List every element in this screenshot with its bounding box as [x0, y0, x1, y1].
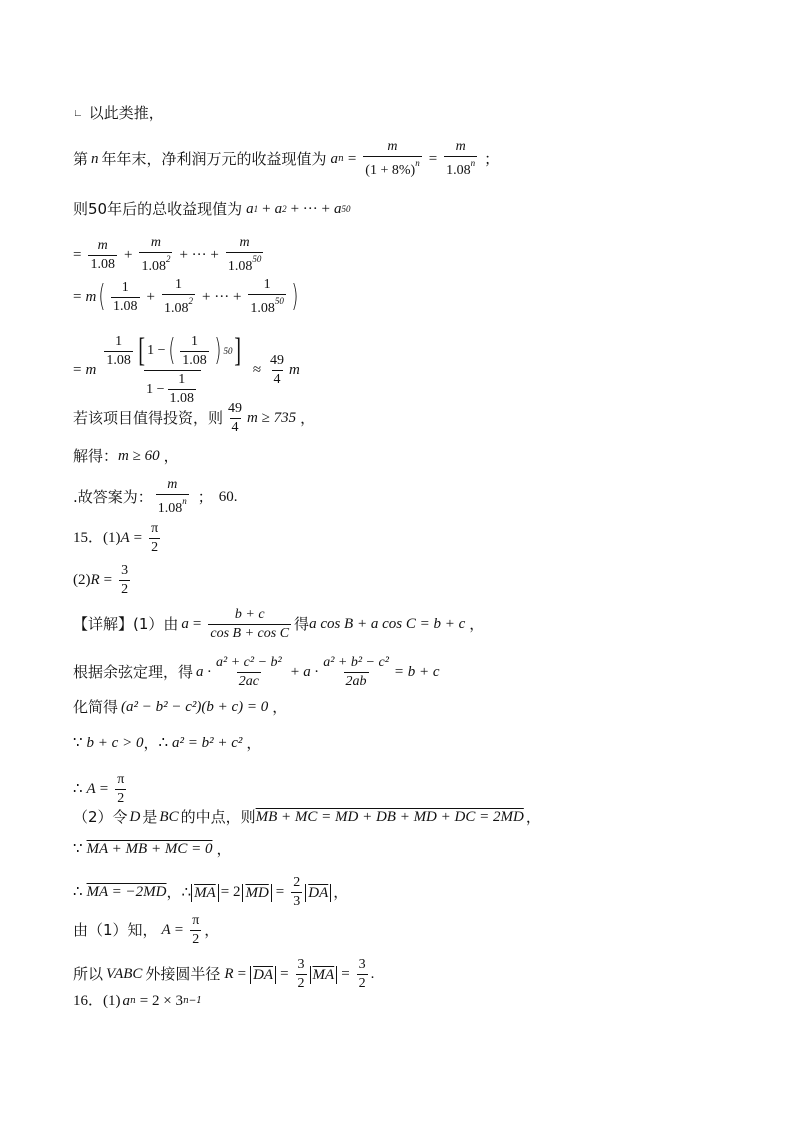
- fraction: [190, 914, 201, 947]
- triangle-ABC: VABC: [106, 966, 143, 982]
- therefore-symbol: ∴: [158, 735, 169, 751]
- equals: =: [192, 616, 202, 632]
- numerator: 1: [115, 333, 123, 349]
- inequality: m ≥ 735: [247, 410, 297, 426]
- den-text: (1 + 8%): [365, 163, 416, 178]
- denominator: [139, 252, 172, 274]
- denominator: [156, 494, 189, 516]
- denominator: 1.08: [90, 256, 115, 272]
- inequality: m ≥ 60: [118, 448, 160, 464]
- den-text: 1.08: [141, 259, 166, 274]
- var-m: m: [289, 361, 300, 378]
- text: 则50年后的总收益现值为: [73, 200, 243, 218]
- numerator: m: [97, 237, 108, 253]
- fraction: [88, 239, 117, 272]
- var-a: a: [333, 201, 342, 217]
- question-number: 16．(1): [73, 993, 121, 1009]
- subscript: 1: [253, 204, 259, 214]
- fraction: [268, 354, 286, 387]
- equals: =: [341, 966, 350, 982]
- numerator: π: [117, 772, 125, 787]
- text: 【详解】(1）由: [73, 615, 179, 633]
- plus: +: [262, 201, 271, 217]
- text: 化简得: [73, 698, 119, 716]
- line-answer: [73, 478, 238, 516]
- text: ，: [204, 921, 220, 939]
- text: ，: [216, 840, 232, 858]
- equals: =: [347, 150, 357, 167]
- line-geometric-series: [73, 334, 300, 406]
- numerator: 49: [228, 401, 243, 416]
- numerator: 1: [175, 277, 182, 292]
- equals: =: [280, 966, 289, 982]
- fraction: [321, 656, 391, 689]
- fraction: [156, 478, 189, 516]
- den-text: 1.08: [446, 163, 471, 178]
- abs-DA: $\overline{DA}$: [305, 884, 331, 902]
- subscript: n: [130, 996, 136, 1006]
- equals-two: = 2: [220, 884, 241, 900]
- therefore-symbol: ∴: [73, 781, 83, 797]
- part-label: (2): [73, 572, 91, 588]
- denominator: 1.08: [182, 352, 207, 368]
- abs-MA: $\overline{MA}$: [310, 966, 338, 984]
- text: 所以: [73, 965, 104, 983]
- superscript: 2: [165, 254, 171, 264]
- numerator: 1: [191, 333, 199, 349]
- line-solution: [73, 449, 179, 464]
- abs-DA: $\overline{DA}$: [250, 966, 276, 984]
- numerator: m: [167, 477, 178, 492]
- one-minus: 1 −: [147, 343, 166, 358]
- text: 由（1）知，: [73, 921, 158, 939]
- numerator: π: [151, 521, 159, 536]
- fraction: [104, 335, 133, 368]
- text: ，: [300, 409, 316, 427]
- numerator: 2: [293, 875, 301, 890]
- numerator: 1: [178, 372, 186, 387]
- numerator: m: [150, 235, 161, 250]
- question-number: 15．(1): [73, 530, 121, 546]
- text: ，: [333, 883, 349, 901]
- equals: =: [428, 150, 438, 167]
- text: ，: [163, 447, 179, 465]
- plus: +: [123, 246, 133, 263]
- var-a: a: [246, 201, 254, 217]
- text: （2）令: [73, 808, 128, 826]
- text: 年年末，净利润万元的收益现值为: [101, 149, 327, 168]
- denominator: 1.08: [169, 391, 195, 406]
- fraction: [248, 278, 286, 316]
- superscript: 50: [274, 296, 284, 306]
- superscript: 50: [252, 254, 262, 264]
- denominator: [162, 294, 195, 316]
- inequality: b + c > 0: [86, 735, 144, 751]
- fraction: [162, 278, 195, 316]
- plus: +: [146, 288, 155, 305]
- den-text: 1.08: [250, 301, 275, 316]
- numerator: 49: [270, 352, 285, 368]
- text: 外接圆半径: [145, 965, 221, 983]
- fraction: [363, 140, 421, 178]
- subscript: 2: [282, 204, 287, 214]
- equals: =: [275, 884, 285, 900]
- because-symbol: ∵: [73, 841, 83, 857]
- text: ，: [272, 698, 288, 716]
- denominator: 2: [151, 540, 159, 555]
- den-text: 1.08: [227, 259, 253, 274]
- vector-equation: MB + MC = MD + DB + MD + DC = 2MD: [255, 809, 524, 825]
- text: ，: [525, 808, 541, 826]
- superscript: n: [182, 496, 187, 506]
- paren-open: (: [167, 333, 175, 368]
- denominator: 4: [273, 371, 281, 387]
- text: 若该项目值得投资，则: [73, 409, 224, 427]
- plus: +: [290, 664, 300, 680]
- line-q16: [73, 994, 202, 1009]
- text: ，∴: [166, 883, 192, 901]
- var-n: n: [91, 150, 99, 167]
- one-minus: 1 −: [146, 381, 165, 397]
- line-detail-1: [73, 608, 484, 641]
- denominator: [363, 156, 421, 178]
- paren-close: ): [291, 279, 299, 314]
- fraction: [296, 958, 307, 991]
- because-symbol: ∵: [73, 735, 83, 751]
- numerator: 3: [358, 957, 366, 972]
- numerator: m: [239, 235, 250, 250]
- superscript: 50: [223, 345, 233, 356]
- denominator: 1.08: [106, 352, 131, 368]
- numerator: m: [387, 139, 398, 154]
- equals: =: [103, 572, 113, 588]
- equals: =: [174, 922, 184, 938]
- var-D: D: [129, 809, 141, 825]
- den-text: 1.08: [157, 501, 183, 516]
- subscript: 50: [341, 204, 351, 214]
- equals: =: [73, 246, 82, 263]
- denominator: [248, 294, 286, 316]
- line-factored: [73, 278, 301, 316]
- text: 第: [73, 149, 89, 168]
- paren-close: ): [214, 333, 222, 368]
- denominator: 2: [121, 582, 129, 597]
- line-present-value: [73, 140, 499, 178]
- fraction: [226, 402, 244, 435]
- superscript: n: [415, 158, 420, 168]
- subscript: n: [338, 153, 344, 164]
- text: 得: [294, 615, 310, 633]
- superscript: n−1: [182, 996, 203, 1006]
- big-denominator: [144, 370, 201, 406]
- abs-MA: $\overline{MA}$: [191, 884, 219, 902]
- vector-equation: MA = −2MD: [86, 884, 167, 900]
- text: 的中点，则: [180, 808, 256, 826]
- var-R: R: [224, 966, 234, 982]
- denominator: 2: [358, 976, 366, 991]
- bracket-close: ]: [234, 332, 242, 369]
- numerator: 1: [121, 279, 129, 295]
- denominator: 2: [297, 976, 305, 991]
- text: .: [370, 966, 375, 982]
- text: ，: [469, 615, 485, 633]
- equation: = 2 × 3: [139, 993, 183, 1009]
- equation: a² = b² + c²: [172, 735, 243, 751]
- text: .: [233, 488, 238, 505]
- approx: ≈: [252, 361, 262, 378]
- line-vector-relation: [73, 876, 348, 909]
- bracket-open: [: [138, 332, 145, 369]
- text: 以此类推，: [88, 104, 164, 122]
- var-a: a ·: [196, 664, 212, 680]
- text: ；: [197, 487, 213, 506]
- denominator: 2ac: [238, 674, 259, 689]
- denominator: 4: [231, 420, 239, 435]
- line-cosine-law: [73, 656, 440, 689]
- line-q15-part2: [73, 564, 133, 597]
- text: ，: [143, 734, 159, 752]
- step-mark: ∟: [73, 107, 83, 119]
- vector-equation: MA + MB + MC = 0: [86, 841, 213, 857]
- denominator: [226, 252, 264, 274]
- var-a: a: [274, 201, 283, 217]
- fraction: [226, 236, 264, 274]
- fraction: [214, 656, 284, 689]
- line-analogy: [73, 106, 164, 121]
- numerator: 3: [297, 957, 305, 972]
- big-fraction: [99, 334, 246, 406]
- numerator: a² + c² − b²: [216, 655, 282, 670]
- line-vector-sum: [73, 842, 231, 857]
- var-m: m: [85, 361, 97, 378]
- line-midpoint: [73, 810, 541, 825]
- equals: =: [73, 361, 82, 378]
- denominator: 2: [117, 791, 125, 806]
- fraction: [115, 773, 126, 806]
- var-a: a: [330, 150, 339, 167]
- denominator: 3: [293, 894, 301, 909]
- numerator: m: [455, 139, 466, 154]
- abs-MD: $\overline{MD}$: [242, 884, 271, 902]
- var-R: R: [90, 572, 100, 588]
- paren-open: (: [98, 279, 106, 314]
- equals: =: [237, 966, 247, 982]
- superscript: n: [470, 158, 476, 168]
- den-text: 1.08: [164, 301, 189, 316]
- line-A-result: [73, 773, 129, 806]
- superscript: 2: [188, 296, 193, 306]
- equation: (a² − b² − c²)(b + c) = 0: [121, 699, 269, 715]
- fraction: [208, 608, 291, 641]
- line-sum-fractions: [73, 236, 266, 274]
- var-A: A: [161, 922, 171, 938]
- var-A: A: [86, 781, 96, 797]
- big-numerator: [99, 334, 246, 370]
- equals: =: [133, 530, 143, 546]
- equation: = b + c: [393, 664, 440, 680]
- var-m: m: [85, 288, 97, 305]
- answer-value: 60: [218, 488, 234, 505]
- denominator: 2: [192, 932, 200, 947]
- dots: + ··· +: [179, 246, 219, 263]
- var-a: a ·: [303, 664, 319, 680]
- therefore-symbol: ∴: [73, 884, 83, 900]
- equation: a cos B + a cos C = b + c: [309, 616, 466, 632]
- fraction: [111, 281, 140, 314]
- equals: =: [99, 781, 109, 797]
- var-BC: BC: [159, 809, 179, 825]
- denominator: [444, 156, 477, 178]
- numerator: a² + b² − c²: [323, 655, 389, 670]
- fraction: [139, 236, 172, 274]
- numerator: b + c: [234, 607, 265, 622]
- text: 解得：: [73, 447, 119, 465]
- var-a: a: [122, 993, 130, 1009]
- denominator: 1.08: [113, 298, 138, 314]
- fraction: [180, 335, 209, 368]
- fraction: [444, 140, 477, 178]
- line-q15-part1: [73, 522, 163, 555]
- denominator: cos B + cos C: [210, 626, 290, 641]
- fraction: [119, 564, 130, 597]
- text: .故答案为：: [73, 487, 153, 506]
- line-from-part1: [73, 914, 219, 947]
- line-investment-condition: [73, 402, 315, 435]
- text: ；: [484, 149, 500, 168]
- line-total-sum: [73, 202, 350, 217]
- var-a: a: [181, 616, 189, 632]
- fraction: [149, 522, 160, 555]
- fraction: [357, 958, 368, 991]
- numerator: 1: [263, 277, 271, 292]
- fraction: [291, 876, 302, 909]
- numerator: π: [192, 913, 200, 928]
- var-A: A: [120, 530, 130, 546]
- line-simplify: [73, 700, 287, 715]
- line-circumradius: [73, 958, 374, 991]
- equals: =: [73, 288, 82, 305]
- numerator: 3: [121, 563, 129, 578]
- dots: + ··· +: [202, 288, 242, 305]
- line-because: [73, 736, 261, 751]
- text: 是: [142, 808, 158, 826]
- text: ，: [246, 734, 262, 752]
- text: 根据余弦定理，得: [73, 663, 194, 681]
- denominator: 2ab: [345, 674, 367, 689]
- dots: + ··· +: [290, 201, 330, 217]
